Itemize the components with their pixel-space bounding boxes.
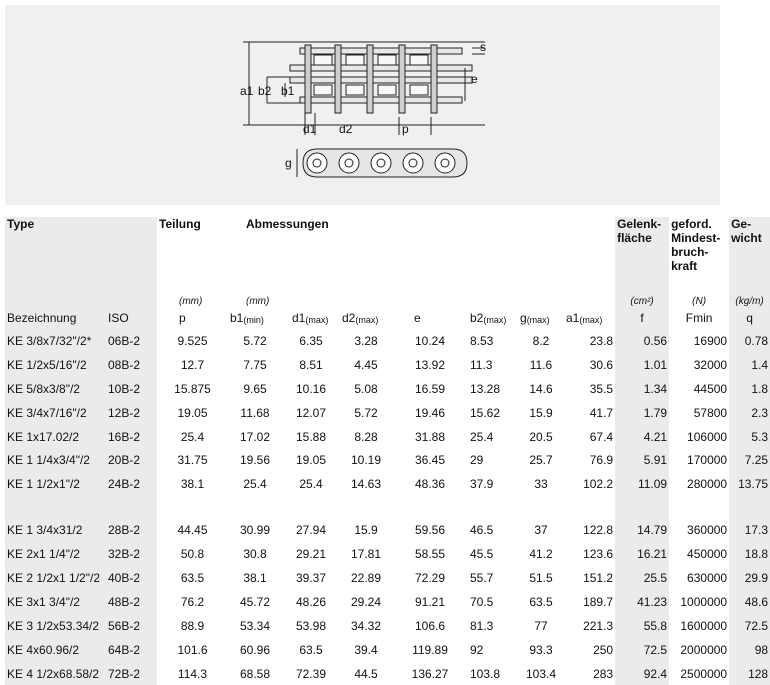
cell-a1: 30.6 (589, 357, 614, 372)
cell-bez: KE 4x60.96/2 (5, 638, 106, 662)
cell-iso: 56B-2 (106, 614, 157, 638)
cell-b2: 103.8 (470, 666, 501, 681)
roller-side (371, 153, 391, 173)
cell-q: 1.4 (729, 353, 770, 377)
cell-bez: KE 3/8x7/32"/2* (5, 329, 106, 353)
cell-b2: 55.7 (470, 570, 494, 585)
cell-b1: 25.4 (243, 477, 267, 492)
cell-f: 41.23 (615, 590, 669, 614)
cell-bez: KE 1/2x5/16"/2 (5, 353, 106, 377)
cell-b2: 11.3 (470, 357, 493, 372)
cell-d1: 63.5 (299, 642, 323, 657)
cell-b1: 11.68 (240, 405, 270, 420)
cell-e: 36.45 (414, 453, 446, 468)
cell-d1: 15.88 (295, 429, 327, 444)
roller (346, 85, 364, 95)
label-e: e (471, 72, 478, 86)
cell-a1: 151.2 (583, 570, 614, 585)
table-row (5, 353, 770, 377)
cell-f: 25.5 (615, 566, 669, 590)
cell-d1: 6.35 (299, 333, 323, 348)
col-g-sub: (max) (526, 315, 550, 325)
cell-g: 37 (534, 523, 548, 538)
label-d1: d1 (303, 122, 317, 136)
cell-a1: 123.6 (583, 547, 614, 562)
cell-q: 128 (729, 662, 770, 685)
col-p: p (179, 311, 186, 325)
chain-spec-table (5, 217, 770, 685)
cell-q: 2.3 (729, 401, 770, 425)
cell-bez: KE 5/8x3/8"/2 (5, 377, 106, 401)
cell-b2: 45.5 (470, 547, 494, 562)
cell-f: 5.91 (615, 448, 669, 472)
cell-p: 63.5 (180, 570, 205, 585)
cell-d2: 4.45 (354, 357, 378, 372)
col-b1-sub: (min) (243, 315, 264, 325)
cell-b2: 29 (470, 453, 484, 468)
link-plate (300, 97, 462, 103)
col-a1 (564, 307, 615, 329)
cell-e: 16.59 (414, 381, 446, 396)
roller (314, 55, 332, 65)
link-plate (290, 77, 472, 83)
cell-bez: KE 1 1/4x3/4"/2 (5, 448, 106, 472)
col-b1 (228, 307, 282, 329)
cell-p: 88.9 (180, 618, 205, 633)
cell-b1: 9.65 (243, 381, 267, 396)
col-g-label: g (520, 311, 527, 325)
cell-fmin: 2500000 (680, 666, 728, 681)
cell-g: 33 (534, 477, 548, 492)
cell-d1: 72.39 (295, 666, 327, 681)
cell-b2: 92 (470, 642, 484, 657)
label-b2: b2 (258, 84, 272, 98)
unit-teilung: (mm) (179, 296, 203, 307)
label-b1: b1 (281, 84, 295, 98)
table-row (5, 377, 770, 401)
cell-p: 114.3 (177, 666, 208, 681)
cell-d2: 5.72 (354, 405, 378, 420)
table-row (5, 425, 770, 449)
cell-iso: 20B-2 (106, 448, 157, 472)
cell-b1: 19.56 (239, 453, 271, 468)
table-row (5, 638, 770, 662)
unit-gelenk: (cm²) (615, 289, 669, 307)
cell-d1: 8.51 (299, 357, 323, 372)
cell-b2: 25.4 (470, 429, 494, 444)
cell-b2: 13.28 (470, 381, 501, 396)
cell-q: 1.8 (729, 377, 770, 401)
table-row (5, 614, 770, 638)
cell-iso: 40B-2 (106, 566, 157, 590)
header-column-row (5, 307, 770, 329)
roller (378, 85, 396, 95)
cell-e: 19.46 (414, 405, 446, 420)
cell-g: 15.9 (529, 405, 553, 420)
table-row (5, 662, 770, 685)
cell-d2: 22.89 (350, 570, 382, 585)
cell-a1: 221.3 (583, 618, 614, 633)
cell-fmin: 32000 (693, 357, 728, 372)
col-d2-label: d2 (342, 311, 356, 325)
col-d1-sub: (max) (305, 315, 329, 325)
cell-e: 31.88 (414, 429, 446, 444)
cell-g: 93.3 (529, 642, 553, 657)
cell-g: 63.5 (529, 594, 553, 609)
cell-g: 14.6 (529, 381, 553, 396)
cell-d2: 44.5 (354, 666, 378, 681)
col-d1 (282, 307, 340, 329)
cell-b2: 8.53 (470, 333, 494, 348)
cell-d1: 25.4 (299, 477, 323, 492)
cell-bez: KE 3x1 3/4"/2 (5, 590, 106, 614)
col-b2-label: b2 (470, 311, 484, 325)
cell-p: 76.2 (180, 594, 205, 609)
cell-q: 29.9 (729, 566, 770, 590)
cell-b1: 5.72 (243, 333, 267, 348)
cell-b2: 81.3 (470, 618, 494, 633)
cell-d2: 29.24 (350, 594, 382, 609)
cell-e: 59.56 (414, 523, 446, 538)
unit-gewicht: (kg/m) (729, 289, 770, 307)
pin (335, 45, 341, 113)
cell-e: 91.21 (414, 594, 446, 609)
cell-q: 48.6 (729, 590, 770, 614)
cell-g: 77 (534, 618, 548, 633)
cell-iso: 24B-2 (106, 472, 157, 496)
header-abmessungen: Abmessungen (246, 217, 329, 231)
cell-f: 72.5 (615, 638, 669, 662)
unit-abmessungen: (mm) (246, 296, 270, 307)
cell-e: 136.27 (411, 666, 449, 681)
cell-b1: 53.34 (239, 618, 271, 633)
cell-fmin: 170000 (687, 453, 728, 468)
table-row (5, 566, 770, 590)
cell-fmin: 1000000 (680, 594, 728, 609)
cell-q: 13.75 (729, 472, 770, 496)
link-plate (290, 65, 472, 71)
cell-b1: 60.96 (239, 642, 271, 657)
header-type: Type (5, 217, 157, 289)
label-a1: a1 (240, 84, 254, 98)
cell-f: 16.21 (615, 542, 669, 566)
cell-d1: 10.16 (295, 381, 327, 396)
cell-a1: 35.5 (589, 381, 614, 396)
col-b1-label: b1 (230, 311, 244, 325)
cell-b1: 45.72 (239, 594, 271, 609)
header-gewicht: Ge-wicht (729, 217, 770, 289)
cell-bez: KE 2 1/2x1 1/2"/2 (5, 566, 106, 590)
cell-q: 5.3 (729, 425, 770, 449)
cell-iso: 06B-2 (106, 329, 157, 353)
roller (346, 55, 364, 65)
cell-f: 11.09 (615, 472, 669, 496)
cell-fmin: 360000 (687, 523, 728, 538)
cell-bez: KE 1 3/4x31/2 (5, 518, 106, 542)
table-row (5, 329, 770, 353)
cell-d1: 19.05 (295, 453, 327, 468)
col-b2 (468, 307, 518, 329)
cell-iso: 10B-2 (106, 377, 157, 401)
roller (410, 85, 428, 95)
cell-iso: 28B-2 (106, 518, 157, 542)
col-q: q (729, 307, 770, 329)
roller (314, 85, 332, 95)
cell-fmin: 106000 (687, 429, 728, 444)
cell-fmin: 630000 (687, 570, 728, 585)
cell-d1: 27.94 (295, 523, 327, 538)
cell-q: 17.3 (729, 518, 770, 542)
col-iso: ISO (106, 307, 157, 329)
table-row (5, 590, 770, 614)
cell-q: 7.25 (729, 448, 770, 472)
cell-e: 119.89 (412, 642, 448, 657)
cell-fmin: 57800 (693, 405, 728, 420)
cell-iso: 72B-2 (106, 662, 157, 685)
label-d2: d2 (339, 122, 353, 136)
cell-d2: 3.28 (354, 333, 378, 348)
cell-g: 8.2 (532, 333, 550, 348)
cell-iso: 48B-2 (106, 590, 157, 614)
cell-b2: 37.9 (470, 477, 494, 492)
cell-e: 10.24 (414, 333, 446, 348)
cell-p: 19.05 (177, 405, 208, 420)
table-row (5, 542, 770, 566)
cell-e: 72.29 (414, 570, 446, 585)
cell-d2: 8.28 (354, 429, 378, 444)
cell-f: 0.56 (615, 329, 669, 353)
col-d2-sub: (max) (355, 315, 379, 325)
cell-p: 15.875 (174, 381, 211, 396)
header-bruchkraft: geford. Mindest-bruch-kraft (671, 217, 721, 273)
cell-a1: 76.9 (589, 453, 614, 468)
cell-p: 31.75 (177, 453, 208, 468)
pin (431, 45, 437, 113)
col-fmin: Fmin (685, 311, 713, 325)
label-g: g (285, 156, 292, 170)
table-row (5, 448, 770, 472)
col-f: f (615, 307, 669, 329)
cell-d2: 10.19 (350, 453, 382, 468)
pin (367, 45, 373, 113)
cell-p: 38.1 (180, 477, 205, 492)
col-bezeichnung: Bezeichnung (5, 307, 106, 329)
cell-iso: 08B-2 (106, 353, 157, 377)
cell-q: 72.5 (729, 614, 770, 638)
cell-d2: 14.63 (350, 477, 382, 492)
cell-q: 0.78 (729, 329, 770, 353)
roller-side (403, 153, 423, 173)
col-a1-label: a1 (566, 311, 580, 325)
cell-b1: 30.99 (239, 523, 271, 538)
cell-fmin: 1600000 (680, 618, 728, 633)
cell-a1: 122.8 (583, 523, 614, 538)
cell-iso: 16B-2 (106, 425, 157, 449)
label-s: s (480, 40, 486, 54)
cell-fmin: 2000000 (680, 642, 728, 657)
cell-f: 14.79 (615, 518, 669, 542)
cell-e: 106.6 (414, 618, 446, 633)
cell-f: 55.8 (615, 614, 669, 638)
cell-iso: 32B-2 (106, 542, 157, 566)
cell-g: 20.5 (529, 429, 553, 444)
cell-bez: KE 1x17.02/2 (5, 425, 106, 449)
cell-d2: 39.4 (354, 642, 378, 657)
cell-f: 1.79 (615, 401, 669, 425)
spacer-row (5, 496, 770, 518)
cell-f: 4.21 (615, 425, 669, 449)
cell-d1: 48.26 (295, 594, 327, 609)
cell-f: 1.01 (615, 353, 669, 377)
cell-e: 58.55 (414, 547, 446, 562)
cell-p: 9.525 (177, 333, 208, 348)
cell-d1: 12.07 (295, 405, 327, 420)
header-unit-row (5, 289, 770, 307)
cell-p: 12.7 (180, 357, 205, 372)
table-body (5, 329, 770, 685)
table-row (5, 518, 770, 542)
col-b2-sub: (max) (483, 315, 507, 325)
cell-bez: KE 2x1 1/4"/2 (5, 542, 106, 566)
cell-a1: 189.7 (583, 594, 614, 609)
cell-e: 48.36 (414, 477, 446, 492)
roller (410, 55, 428, 65)
cell-d1: 39.37 (295, 570, 327, 585)
pin (399, 45, 405, 113)
roller-side (307, 153, 327, 173)
cell-p: 44.45 (177, 523, 208, 538)
col-d2 (340, 307, 392, 329)
cell-a1: 283 (593, 666, 614, 681)
cell-d2: 17.81 (350, 547, 382, 562)
cell-b1: 38.1 (243, 570, 267, 585)
cell-a1: 67.4 (589, 429, 614, 444)
cell-e: 13.92 (414, 357, 446, 372)
cell-fmin: 16900 (693, 333, 728, 348)
col-g (518, 307, 564, 329)
cell-b2: 46.5 (470, 523, 494, 538)
cell-iso: 12B-2 (106, 401, 157, 425)
roller-side (339, 153, 359, 173)
pin (305, 45, 311, 113)
link-plate (300, 48, 462, 54)
cell-bez: KE 1 1/2x1"/2 (5, 472, 106, 496)
cell-a1: 23.8 (589, 333, 614, 348)
cell-a1: 250 (593, 642, 614, 657)
table-row (5, 472, 770, 496)
cell-p: 25.4 (180, 429, 205, 444)
cell-b1: 30.8 (243, 547, 267, 562)
cell-d2: 15.9 (354, 523, 378, 538)
cell-p: 101.6 (177, 642, 208, 657)
cell-fmin: 280000 (687, 477, 728, 492)
roller-side (435, 153, 455, 173)
header-teilung: Teilung (159, 217, 201, 231)
col-d1-label: d1 (292, 311, 306, 325)
chain-diagram (5, 5, 720, 205)
cell-g: 41.2 (529, 547, 553, 562)
cell-a1: 102.2 (583, 477, 614, 492)
label-p: p (402, 122, 409, 136)
header-gelenkflaeche: Gelenk-fläche (615, 217, 669, 289)
cell-d2: 34.32 (350, 618, 382, 633)
cell-bez: KE 4 1/2x68.58/2 (5, 662, 106, 685)
cell-p: 50.8 (180, 547, 205, 562)
chain-diagram-panel (5, 5, 720, 205)
cell-b1: 17.02 (239, 429, 271, 444)
cell-g: 51.5 (529, 570, 553, 585)
cell-f: 92.4 (615, 662, 669, 685)
cell-d2: 5.08 (354, 381, 378, 396)
cell-d1: 29.21 (295, 547, 327, 562)
cell-bez: KE 3 1/2x53.34/2 (5, 614, 106, 638)
cell-iso: 64B-2 (106, 638, 157, 662)
cell-b2: 70.5 (470, 594, 494, 609)
cell-bez: KE 3/4x7/16"/2 (5, 401, 106, 425)
cell-q: 98 (729, 638, 770, 662)
unit-kraft: (N) (692, 296, 707, 307)
cell-f: 1.34 (615, 377, 669, 401)
col-e: e (414, 311, 421, 325)
header-group-row (5, 217, 770, 289)
cell-b1: 7.75 (243, 357, 267, 372)
cell-g: 25.7 (529, 453, 553, 468)
cell-b2: 15.62 (470, 405, 501, 420)
cell-g: 11.6 (529, 357, 553, 372)
cell-q: 18.8 (729, 542, 770, 566)
roller (378, 55, 396, 65)
table-row (5, 401, 770, 425)
col-a1-sub: (max) (579, 315, 603, 325)
cell-g: 103.4 (525, 666, 557, 681)
cell-b1: 68.58 (239, 666, 271, 681)
cell-fmin: 44500 (693, 381, 728, 396)
cell-fmin: 450000 (687, 547, 728, 562)
cell-a1: 41.7 (589, 405, 614, 420)
cell-d1: 53.98 (295, 618, 327, 633)
